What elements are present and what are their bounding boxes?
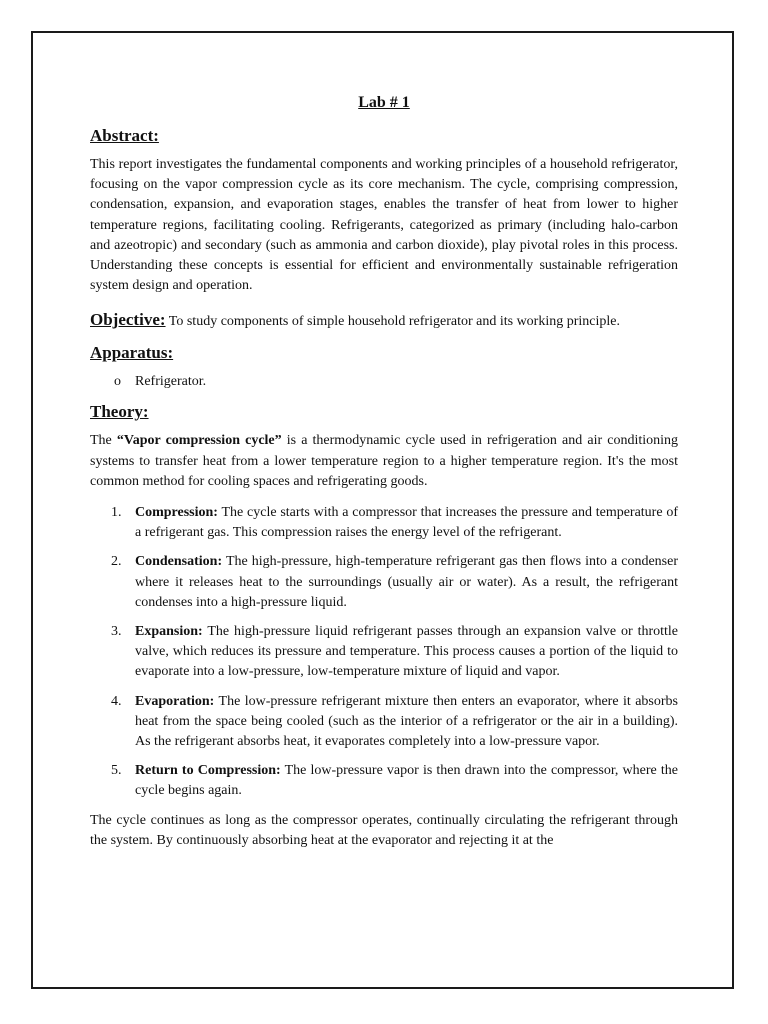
apparatus-list [90, 372, 678, 392]
document-body [90, 92, 678, 851]
objective-heading: Objective: [90, 310, 166, 330]
cycle-step [90, 692, 678, 753]
step-title: Expansion: [135, 624, 203, 640]
theory-intro-term: “Vapor compression cycle” [116, 433, 282, 449]
theory-intro-prefix: The [90, 433, 117, 449]
theory-intro-rest: is a thermodynamic cycle used in refrigeration and air conditioning systems to transfer heat from a lower temperature region to a higher temperature region. It's the most common method for cooling spaces and refrigerating goods. [90, 433, 679, 489]
step-text: The cycle starts with a compressor that increases the pressure and temperature of a refrigerant gas. This compression raises the energy level of the refrigerant. [135, 505, 678, 541]
cycle-step [90, 552, 678, 613]
abstract-paragraph: This report investigates the fundamental components and working principles of a household refrigerator, focusing on the vapor compression cycle as its core mechanism. The cycle, comprising compression, condensation, expansion, and evaporation stages, enables the transfer of heat from lower to higher temperature regions, facilitating cooling. Refrigerants, categorized as primary (including halo-carbon and azeotropic) and secondary (such as ammonia and carbon dioxide), play pivotal roles in this process. Understanding these concepts is essential for efficient and environmentally sustainable refrigeration system design and operation. [90, 157, 678, 294]
step-number: 5. [111, 763, 122, 779]
step-number: 2. [111, 554, 122, 570]
step-title: Evaporation: [135, 693, 215, 709]
apparatus-item-label: Refrigerator. [135, 374, 207, 390]
step-title: Condensation: [135, 554, 223, 570]
apparatus-heading: Apparatus: [90, 343, 174, 363]
step-title: Compression: [135, 505, 218, 521]
theory-heading: Theory: [90, 402, 149, 422]
objective-text: To study components of simple household refrigerator and its working principle. [165, 314, 620, 330]
step-text: The low-pressure refrigerant mixture then enters an evaporator, where it absorbs heat from the space being cooled (such as the interior of a refrigerator or the air in a building). As the refrigerant absorbs heat, it evaporates completely into a low-pressure vapor. [135, 693, 678, 750]
theory-closing-paragraph: The cycle continues as long as the compressor operates, continually circulating the refrigerant through the system. By continuously absorbing heat at the evaporator and rejecting it at the [90, 812, 678, 848]
step-text: The high-pressure, high-temperature refrigerant gas then flows into a condenser where it releases heat to the surroundings (usually air or water). As a result, the refrigerant condenses into a high-pressure liquid. [135, 554, 678, 610]
step-title: Return to Compression: [135, 763, 281, 779]
step-text: The low-pressure vapor is then drawn into the compressor, where the cycle begins again. [135, 763, 678, 799]
abstract-heading: Abstract: [90, 126, 159, 145]
apparatus-item [90, 372, 678, 392]
step-number: 3. [111, 624, 122, 640]
cycle-step [90, 622, 678, 683]
objective-line [90, 309, 678, 333]
hollow-bullet-icon: o [114, 374, 121, 390]
step-number: 4. [111, 693, 122, 709]
step-text: The high-pressure liquid refrigerant passes through an expansion valve or throttle valve, which reduces its pressure and temperature. This process causes a portion of the liquid to evaporate into a low-pressure, low-temperature mixture of liquid and vapor. [135, 624, 678, 680]
lab-title: Lab # 1 [358, 94, 410, 111]
cycle-step [90, 503, 678, 543]
cycle-steps-list [90, 503, 678, 802]
step-number: 1. [111, 505, 122, 521]
cycle-step [90, 761, 678, 801]
theory-intro-paragraph [90, 431, 678, 492]
